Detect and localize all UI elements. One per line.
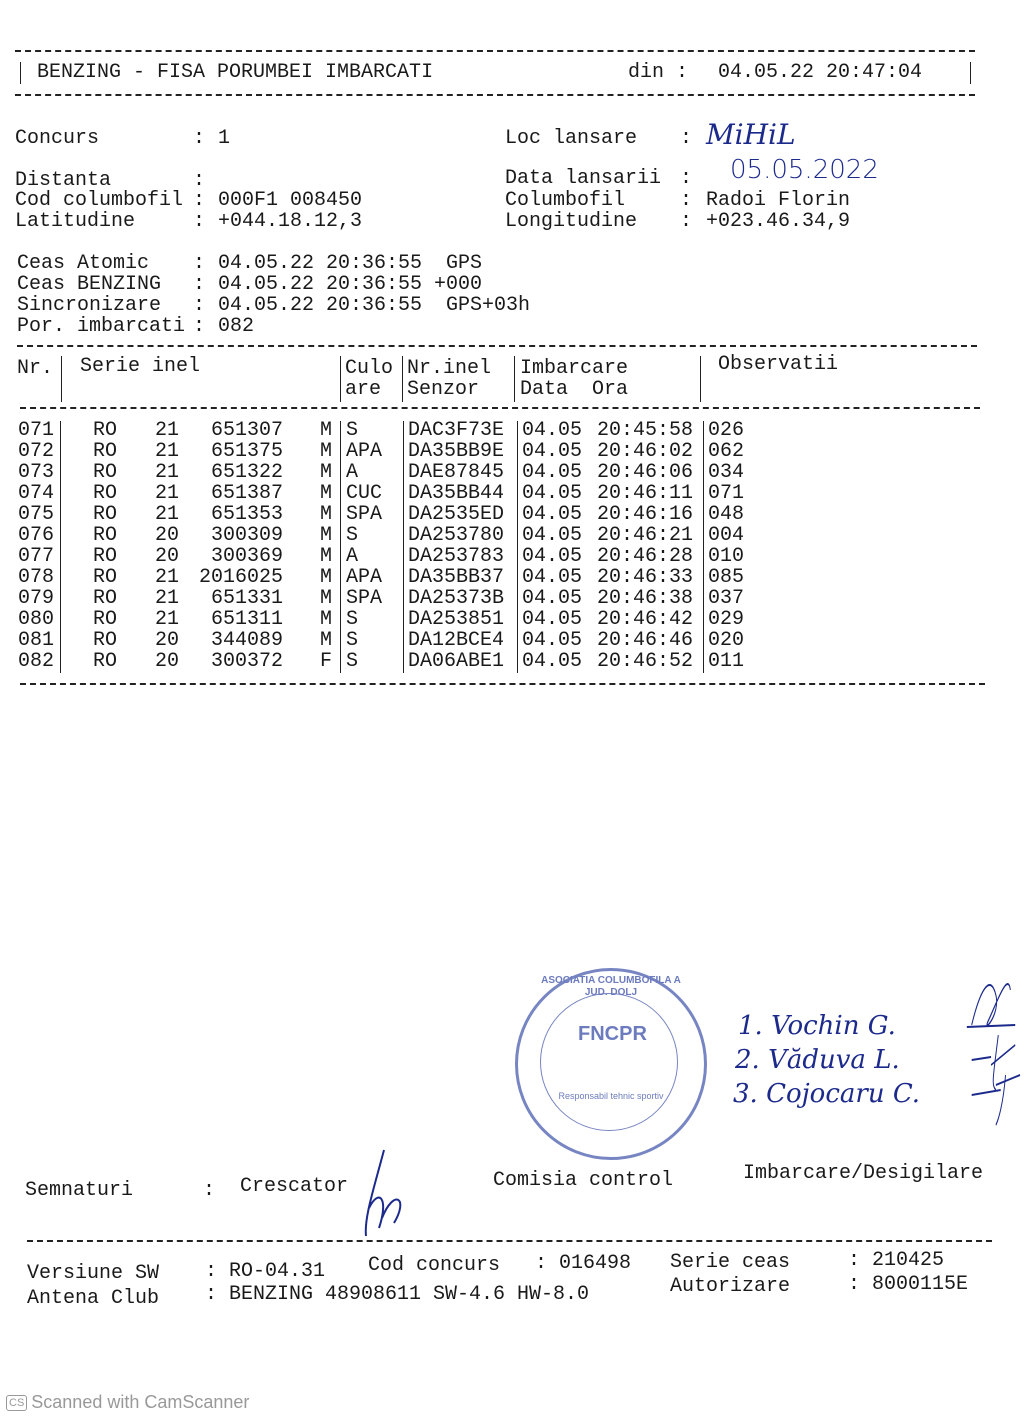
cell-data: 04.05 <box>522 440 583 463</box>
col-separator <box>60 421 61 442</box>
cell-inel: 344089 <box>210 629 283 652</box>
col-separator <box>703 463 704 484</box>
col-separator <box>517 442 518 463</box>
data-lansarii-handwritten: 05.05.2022 <box>730 155 879 185</box>
cell-an: 21 <box>155 419 180 442</box>
cell-tara: RO <box>93 524 118 547</box>
col-separator <box>517 568 518 589</box>
cell-ora: 20:46:21 <box>597 524 694 547</box>
print-datetime: 04.05.22 20:47:04 <box>718 61 923 84</box>
comisia-control-label: Comisia control <box>493 1169 674 1192</box>
cell-tara: RO <box>93 461 118 484</box>
cell-tara: RO <box>93 482 118 505</box>
cell-inel: 651311 <box>210 608 283 631</box>
field-label: Ceas Atomic <box>17 252 150 275</box>
cell-culoare: S <box>346 650 359 673</box>
col-separator <box>60 442 61 463</box>
col-data-ora: Data Ora <box>520 378 629 401</box>
cell-tara: RO <box>93 650 118 673</box>
col-senzor: Senzor <box>407 378 480 401</box>
col-separator <box>703 589 704 610</box>
cell-data: 04.05 <box>522 524 583 547</box>
cell-senzor: DA35BB9E <box>408 440 505 463</box>
cell-sex: M <box>320 524 333 547</box>
field-colon: : <box>193 210 206 233</box>
cell-nr: 071 <box>18 419 55 442</box>
club-stamp: FNCPR ASOCIATIA COLUMBOFILA A JUD. DOLJ Responsabil tehnic sportiv <box>515 968 707 1160</box>
cell-inel: 300372 <box>210 650 283 673</box>
cod-columbofil-value: 000F1 008450 <box>218 189 363 212</box>
cell-culoare: A <box>346 461 359 484</box>
antena-value: : BENZING 48908611 SW-4.6 HW-8.0 <box>205 1283 590 1306</box>
field-colon: : <box>193 189 206 212</box>
cell-data: 04.05 <box>522 650 583 673</box>
col-separator <box>517 421 518 442</box>
columbofil-value: Radoi Florin <box>706 189 851 212</box>
col-separator <box>703 505 704 526</box>
cell-data: 04.05 <box>522 503 583 526</box>
divider <box>20 683 985 685</box>
divider <box>20 407 980 409</box>
col-separator <box>60 589 61 610</box>
col-culoare-2: are <box>345 378 382 401</box>
col-separator <box>340 463 341 484</box>
col-separator <box>517 463 518 484</box>
header-border <box>970 62 971 84</box>
commission-member: 3. Cojocaru C. <box>733 1079 921 1109</box>
field-colon: : <box>193 169 206 192</box>
cell-ora: 20:46:42 <box>597 608 694 631</box>
serie-ceas-value: : 210425 <box>848 1249 945 1272</box>
field-label: Ceas BENZING <box>17 273 162 296</box>
cell-tara: RO <box>93 566 118 589</box>
cell-culoare: CUC <box>346 482 383 505</box>
col-separator <box>517 652 518 673</box>
cell-sex: M <box>320 440 333 463</box>
cell-ora: 20:45:58 <box>597 419 694 442</box>
camscanner-logo-icon: CS <box>6 1395 27 1411</box>
col-separator <box>703 547 704 568</box>
cell-tara: RO <box>93 608 118 631</box>
versiune-value: : RO-04.31 <box>205 1260 326 1283</box>
autorizare-label: Autorizare <box>670 1275 791 1298</box>
col-separator <box>340 631 341 652</box>
cell-nr: 078 <box>18 566 55 589</box>
date-label: din : <box>628 61 689 84</box>
cell-obs: 011 <box>708 650 745 673</box>
cell-culoare: S <box>346 629 359 652</box>
cell-inel: 651353 <box>210 503 283 526</box>
cell-obs: 020 <box>708 629 745 652</box>
col-separator <box>60 484 61 505</box>
col-separator <box>402 356 403 402</box>
cell-nr: 080 <box>18 608 55 631</box>
col-separator <box>517 610 518 631</box>
cell-culoare: APA <box>346 440 383 463</box>
col-separator <box>60 505 61 526</box>
col-separator <box>340 652 341 673</box>
cell-obs: 071 <box>708 482 745 505</box>
cell-sex: M <box>320 587 333 610</box>
cell-sex: M <box>320 608 333 631</box>
cell-obs: 026 <box>708 419 745 442</box>
cell-nr: 076 <box>18 524 55 547</box>
col-separator <box>403 568 404 589</box>
col-separator <box>517 547 518 568</box>
col-separator <box>517 589 518 610</box>
por-imbarcati-value: 082 <box>218 315 255 338</box>
header-border <box>20 62 21 84</box>
cod-concurs-label: Cod concurs <box>368 1254 501 1277</box>
cell-ora: 20:46:46 <box>597 629 694 652</box>
cell-ora: 20:46:06 <box>597 461 694 484</box>
cell-ora: 20:46:11 <box>597 482 694 505</box>
field-label: Data lansarii <box>505 167 662 190</box>
cell-sex: M <box>320 482 333 505</box>
cell-culoare: S <box>346 608 359 631</box>
cell-data: 04.05 <box>522 419 583 442</box>
field-colon: : <box>680 210 693 233</box>
cell-sex: M <box>320 503 333 526</box>
cell-obs: 029 <box>708 608 745 631</box>
field-label: Distanta <box>15 169 112 192</box>
col-imbarcare: Imbarcare <box>520 357 629 380</box>
col-separator <box>403 526 404 547</box>
col-separator <box>514 356 515 402</box>
col-separator <box>60 568 61 589</box>
cell-data: 04.05 <box>522 461 583 484</box>
col-separator <box>517 631 518 652</box>
cell-tara: RO <box>93 440 118 463</box>
cell-tara: RO <box>93 629 118 652</box>
col-separator <box>703 568 704 589</box>
col-separator <box>403 652 404 673</box>
cell-ora: 20:46:16 <box>597 503 694 526</box>
cell-culoare: A <box>346 545 359 568</box>
crescator-label: Crescator <box>240 1175 349 1198</box>
cell-inel: 651375 <box>210 440 283 463</box>
cell-obs: 034 <box>708 461 745 484</box>
cell-data: 04.05 <box>522 482 583 505</box>
cell-nr: 072 <box>18 440 55 463</box>
cod-concurs-value: : 016498 <box>535 1252 632 1275</box>
cell-data: 04.05 <box>522 608 583 631</box>
col-separator <box>403 463 404 484</box>
cell-ora: 20:46:28 <box>597 545 694 568</box>
cell-an: 20 <box>155 524 180 547</box>
autorizare-value: : 8000115E <box>848 1273 969 1296</box>
cell-an: 21 <box>155 587 180 610</box>
latitudine-value: +044.18.12,3 <box>218 210 363 233</box>
col-separator <box>403 589 404 610</box>
col-separator <box>340 356 341 402</box>
ceas-benzing-value: 04.05.22 20:36:55 +000 <box>218 273 483 296</box>
cell-obs: 037 <box>708 587 745 610</box>
cell-ora: 20:46:38 <box>597 587 694 610</box>
col-separator <box>703 610 704 631</box>
cell-inel: 300369 <box>210 545 283 568</box>
cell-senzor: DA06ABE1 <box>408 650 505 673</box>
field-colon: : <box>193 315 206 338</box>
cell-inel: 651387 <box>210 482 283 505</box>
cell-senzor: DA253851 <box>408 608 505 631</box>
cell-senzor: DAC3F73E <box>408 419 505 442</box>
camscanner-watermark <box>6 1392 249 1413</box>
col-separator <box>403 610 404 631</box>
semnaturi-label: Semnaturi <box>25 1179 134 1202</box>
divider <box>15 94 975 96</box>
cell-inel: 300309 <box>210 524 283 547</box>
cell-nr: 074 <box>18 482 55 505</box>
cell-sex: M <box>320 461 333 484</box>
cell-culoare: SPA <box>346 587 383 610</box>
col-separator <box>403 631 404 652</box>
imbarcare-desigilare-label: Imbarcare/Desigilare <box>743 1162 984 1185</box>
field-label: Sincronizare <box>17 294 162 317</box>
col-culoare: Culo <box>345 357 394 380</box>
versiune-label: Versiune SW <box>27 1262 160 1285</box>
col-separator <box>517 526 518 547</box>
col-separator <box>340 610 341 631</box>
cell-inel: 2016025 <box>198 566 283 589</box>
col-observatii: Observatii <box>718 353 839 376</box>
field-label: Longitudine <box>505 210 638 233</box>
col-separator <box>60 463 61 484</box>
cell-data: 04.05 <box>522 587 583 610</box>
cell-nr: 077 <box>18 545 55 568</box>
col-separator <box>60 631 61 652</box>
cell-senzor: DAE87845 <box>408 461 505 484</box>
cell-tara: RO <box>93 545 118 568</box>
cell-obs: 048 <box>708 503 745 526</box>
watermark-text: Scanned with CamScanner <box>31 1392 250 1412</box>
col-separator <box>60 526 61 547</box>
cell-ora: 20:46:02 <box>597 440 694 463</box>
col-separator <box>60 652 61 673</box>
cell-an: 21 <box>155 503 180 526</box>
col-separator <box>703 442 704 463</box>
col-separator <box>60 547 61 568</box>
col-separator <box>340 547 341 568</box>
cell-nr: 075 <box>18 503 55 526</box>
cell-nr: 079 <box>18 587 55 610</box>
col-separator <box>61 356 62 402</box>
field-label: Cod columbofil <box>15 189 184 212</box>
commission-member: 2. Văduva L. <box>735 1045 900 1075</box>
cell-inel: 651307 <box>210 419 283 442</box>
col-separator <box>703 421 704 442</box>
col-separator <box>340 505 341 526</box>
cell-culoare: APA <box>346 566 383 589</box>
cell-an: 20 <box>155 650 180 673</box>
cell-inel: 651331 <box>210 587 283 610</box>
cell-obs: 004 <box>708 524 745 547</box>
col-separator <box>403 547 404 568</box>
cell-inel: 651322 <box>210 461 283 484</box>
cell-culoare: SPA <box>346 503 383 526</box>
field-colon: : <box>193 127 206 150</box>
cell-an: 21 <box>155 482 180 505</box>
cell-ora: 20:46:33 <box>597 566 694 589</box>
col-separator <box>340 484 341 505</box>
col-nr: Nr. <box>17 357 54 380</box>
col-separator <box>517 484 518 505</box>
col-separator <box>340 568 341 589</box>
cell-data: 04.05 <box>522 566 583 589</box>
col-separator <box>340 421 341 442</box>
longitudine-value: +023.46.34,9 <box>706 210 851 233</box>
field-label: Por. imbarcati <box>17 315 186 338</box>
col-separator <box>340 589 341 610</box>
field-label: Concurs <box>15 127 100 150</box>
col-separator <box>340 442 341 463</box>
cell-sex: M <box>320 629 333 652</box>
cell-an: 21 <box>155 440 180 463</box>
cell-an: 20 <box>155 629 180 652</box>
cell-senzor: DA35BB44 <box>408 482 505 505</box>
cell-an: 20 <box>155 545 180 568</box>
cell-sex: M <box>320 566 333 589</box>
cell-sex: M <box>320 419 333 442</box>
cell-nr: 082 <box>18 650 55 673</box>
col-separator <box>60 610 61 631</box>
cell-data: 04.05 <box>522 629 583 652</box>
col-separator <box>703 631 704 652</box>
sincronizare-value: 04.05.22 20:36:55 GPS+03h <box>218 294 531 317</box>
divider <box>17 345 977 347</box>
cell-tara: RO <box>93 503 118 526</box>
cell-an: 21 <box>155 566 180 589</box>
col-separator <box>703 484 704 505</box>
cell-obs: 010 <box>708 545 745 568</box>
serie-ceas-label: Serie ceas <box>670 1251 791 1274</box>
cell-obs: 062 <box>708 440 745 463</box>
cell-nr: 081 <box>18 629 55 652</box>
cell-senzor: DA253783 <box>408 545 505 568</box>
field-colon: : <box>193 294 206 317</box>
col-separator <box>517 505 518 526</box>
cell-senzor: DA25373B <box>408 587 505 610</box>
cell-senzor: DA12BCE4 <box>408 629 505 652</box>
document-title: BENZING - FISA PORUMBEI IMBARCATI <box>37 61 434 84</box>
col-separator <box>703 652 704 673</box>
crescator-signature <box>354 1148 414 1238</box>
field-colon: : <box>680 189 693 212</box>
cell-obs: 085 <box>708 566 745 589</box>
cell-tara: RO <box>93 419 118 442</box>
cell-tara: RO <box>93 587 118 610</box>
cell-senzor: DA253780 <box>408 524 505 547</box>
cell-senzor: DA2535ED <box>408 503 505 526</box>
divider <box>27 1240 992 1242</box>
field-label: Loc lansare <box>505 127 638 150</box>
cell-an: 21 <box>155 461 180 484</box>
col-separator <box>703 526 704 547</box>
field-label: Columbofil <box>505 189 626 212</box>
col-serie-inel: Serie inel <box>80 355 201 378</box>
concurs-value: 1 <box>218 127 231 150</box>
cell-sex: M <box>320 545 333 568</box>
cell-data: 04.05 <box>522 545 583 568</box>
commission-member: 1. Vochin G. <box>738 1011 896 1041</box>
cell-senzor: DA35BB37 <box>408 566 505 589</box>
field-colon: : <box>680 127 693 150</box>
col-nr-inel: Nr.inel <box>407 357 492 380</box>
divider <box>15 50 975 52</box>
cell-sex: F <box>320 650 333 673</box>
field-label: Latitudine <box>15 210 136 233</box>
field-colon: : <box>193 273 206 296</box>
antena-label: Antena Club <box>27 1287 160 1310</box>
col-separator <box>403 442 404 463</box>
col-separator <box>403 484 404 505</box>
cell-culoare: S <box>346 524 359 547</box>
field-colon: : <box>203 1179 216 1202</box>
col-separator <box>700 356 701 402</box>
col-separator <box>403 505 404 526</box>
field-colon: : <box>193 252 206 275</box>
cell-nr: 073 <box>18 461 55 484</box>
field-colon: : <box>680 167 693 190</box>
signature-scribbles <box>962 965 1022 1135</box>
cell-culoare: S <box>346 419 359 442</box>
cell-an: 21 <box>155 608 180 631</box>
col-separator <box>403 421 404 442</box>
ceas-atomic-value: 04.05.22 20:36:55 GPS <box>218 252 483 275</box>
col-separator <box>340 526 341 547</box>
loc-lansare-handwritten: MiHiL <box>706 118 796 151</box>
cell-ora: 20:46:52 <box>597 650 694 673</box>
